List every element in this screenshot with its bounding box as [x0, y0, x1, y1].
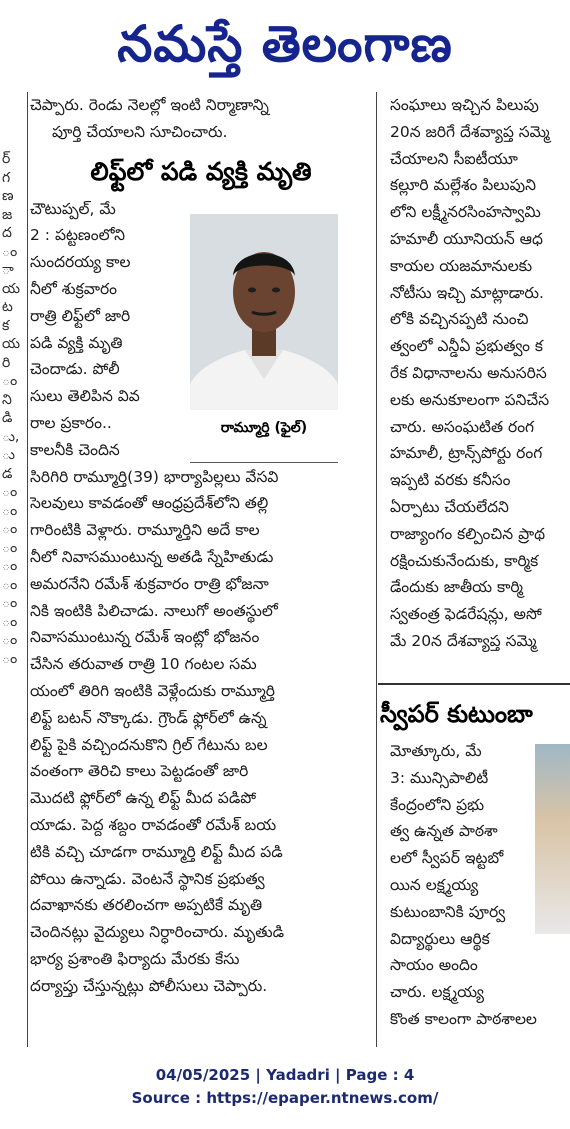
left-strip-glyph: ం: [2, 650, 18, 667]
right-column-line: ఏర్పాటు చేయలేదని: [390, 497, 509, 516]
left-strip-glyph: ట: [2, 299, 13, 315]
article-line: సుందరయ్య కాల: [30, 253, 131, 272]
article-line: నీలో నివాసముంటున్న అతడి స్నేహితుడు: [30, 547, 274, 566]
article-line: కాలనీకి చెందిన: [30, 440, 120, 459]
article-line: దర్యాప్తు చేస్తున్నట్లు పోలీసులు చెప్పారు.: [30, 976, 268, 995]
article-line: గారింటికి వెళ్లారు. రామ్మూర్తిని అదే కాల: [30, 521, 260, 540]
left-strip-glyph: య: [2, 336, 21, 352]
article-line: మొదటి ఫ్లోర్‌లో ఉన్న లిఫ్ట్ మీద పడిపో: [30, 789, 257, 808]
article-line: దవాఖానకు తరలించగా అప్పటికే మృతి: [30, 896, 263, 915]
article-headline: లిఫ్ట్‌లో పడి వ్యక్తి మృతి: [90, 156, 312, 186]
article-line: సిరిగిరి రామ్మూర్తి(39) భార్యాపిల్లలు వేసవి: [30, 467, 279, 486]
left-strip-glyph: క: [2, 317, 10, 334]
article-line: నివాసముంటున్న రమేశ్ ఇంట్లో భోజనం: [30, 628, 260, 647]
article-line: నికి ఇంటికి పిలిచాడు. నాలుగో అంతస్థులో: [30, 601, 278, 620]
right-article-line: కుటుంబానికి పూర్వ: [390, 902, 506, 921]
right-column-line: రక్షించుకునేందుకు, కార్మిక: [390, 551, 539, 570]
article-line: వంతంగా తెరిచి కాలు పెట్టడంతో జారి: [30, 762, 249, 781]
right-column-line: లోకి వచ్చినప్పటి నుంచి: [390, 310, 529, 329]
left-strip-glyph: డ: [2, 465, 13, 482]
article-line: చేసిన తరువాత రాత్రి 10 గంటల సమ: [30, 655, 257, 674]
right-article-line: 3: మున్సిపాలిటీ: [390, 768, 489, 787]
right-column: [380, 92, 570, 682]
right-column-line: హమాలీ, ట్రాన్స్‌పోర్టు రంగ: [390, 444, 543, 463]
right-column-line: 20న జరిగే దేశవ్యాప్త సమ్మె: [390, 122, 550, 141]
continuation-line: పూర్తి చేయాలని సూచించారు.: [52, 122, 228, 141]
right-article-line: విద్యార్థులు ఆర్థిక: [390, 929, 490, 948]
right-article-line: యిన లక్ష్మయ్య: [390, 875, 479, 894]
left-strip-glyph: ం: [2, 613, 18, 630]
article-line: సెలవులు కావడంతో ఆంధ్రప్రదేశ్‌లోని తల్లి: [30, 494, 269, 513]
right-column-line: త్వంలో ఎన్డీఏ ప్రభుత్వం క: [390, 337, 543, 356]
right-article-line: కేంద్రంలోని ప్రభు: [390, 795, 485, 814]
left-strip-glyph: ని: [2, 391, 12, 408]
article-line: చెందాడు. పోలీ: [30, 360, 120, 379]
right-article-line: చారు. లక్ష్మయ్య: [390, 983, 484, 1002]
article-line: రాల ప్రకారం..: [30, 413, 112, 432]
right-article-line: మోత్కూరు, మే: [390, 742, 482, 760]
left-strip-glyph: ా: [2, 262, 14, 278]
masthead: [0, 0, 570, 88]
article-line: రాత్రి లిఫ్ట్‌లో జారి: [30, 306, 131, 325]
right-article-text: [380, 738, 540, 1033]
right-column-line: మే 20న దేశవ్యాప్త సమ్మె: [390, 631, 537, 650]
left-strip-glyph: ం: [2, 521, 18, 537]
footer-date-page: 04/05/2025 | Yadadri | Page : 4: [155, 1066, 415, 1084]
right-column-line: లకు అనుకూలంగా పనిచేస: [390, 390, 550, 409]
right-column-line: నోటీసు ఇచ్చి మాట్లాడారు.: [390, 283, 544, 302]
left-strip-glyph: గ: [2, 169, 11, 186]
left-strip-glyph: ం: [2, 373, 18, 389]
left-strip-glyph: ం: [2, 576, 18, 593]
right-article-line: లలో స్వీపర్ ఇట్టబో: [390, 849, 504, 868]
right-column-line: రేక విధానాలను అనుసరిస: [390, 363, 547, 382]
photo-block: [190, 214, 338, 466]
right-column-line: డేందుకు జాతీయ కార్మి: [390, 578, 524, 597]
left-strip-glyph: ం: [2, 502, 18, 519]
right-article: [380, 690, 570, 1050]
left-strip-glyph: య: [2, 280, 21, 297]
right-column-line: ఇప్పటి వరకు కనీసం: [390, 471, 511, 490]
left-strip-glyph: ద: [2, 225, 12, 241]
left-strip-glyph: డి: [2, 410, 13, 426]
photo-caption: రామ్మూర్తి (ఫైల్): [220, 420, 308, 436]
person-photo: [190, 214, 338, 410]
article-line: యంలో తిరిగి ఇంటికి వెళ్లేందుకు రామ్మూర్తి: [30, 681, 275, 700]
article-line: సులు తెలిపిన వివ: [30, 387, 140, 406]
left-strip-glyph: రి: [2, 354, 11, 371]
right-article-photo: [535, 744, 570, 934]
left-cropped-column: [0, 150, 22, 1050]
left-strip-glyph: ణ: [2, 188, 14, 204]
right-column-line: చారు. అసంఘటిత రంగ: [390, 417, 535, 436]
right-column-line: చేయాలని సీఐటీయూ: [390, 149, 518, 168]
left-strip-glyph: ు: [2, 447, 15, 463]
right-column-line: కల్లూరి మల్లేశం పిలుపుని: [390, 176, 536, 195]
left-column-divider: [27, 92, 28, 1047]
article-intro-block: [30, 196, 180, 464]
left-strip-glyph: ం: [2, 243, 18, 260]
left-strip-glyph: ర్: [2, 151, 11, 167]
right-column-line: కాయల యజమానులకు: [390, 256, 533, 275]
article-line: భార్య ప్రశాంతి ఫిర్యాదు మేరకు కేసు: [30, 949, 240, 968]
right-article-line: త్వ ఉన్నత పాఠశా: [390, 822, 498, 841]
article-line: టికి వచ్చి చూడగా రామ్మూర్తి లిఫ్ట్ మీద పడి: [30, 842, 283, 861]
footer: [0, 1064, 570, 1110]
article-line: యాడు. పెద్ద శబ్దం రావడంతో రమేశ్ బయ: [30, 815, 277, 834]
masthead-title: నమస్తే తెలంగాణ: [117, 15, 453, 73]
article-line: లిఫ్ట్ పైకి వచ్చిందనుకొని గ్రిల్ గేటును బల: [30, 735, 268, 754]
left-strip-glyph: ం: [2, 558, 18, 574]
right-column-line: రాజ్యాంగం కల్పించిన ప్రాథ: [390, 524, 546, 543]
person-portrait-image: [190, 214, 338, 410]
left-strip-glyph: జ: [2, 206, 13, 223]
right-section-divider: [378, 683, 570, 685]
article-line: అమరనేని రమేశ్ శుక్రవారం రాత్రి భోజనా: [30, 574, 269, 593]
left-strip-glyph: ం: [2, 484, 18, 500]
left-strip-glyph: ం: [2, 632, 18, 648]
right-column-line: హమాలీ యూనియన్ ఆధ: [390, 229, 543, 248]
right-article-line: సాయం అందిం: [390, 956, 478, 975]
article-line: 2 : పట్టణంలోని: [30, 226, 126, 245]
right-column-text: [380, 92, 570, 655]
main-column-divider: [376, 92, 377, 1047]
footer-source: Source : https://epaper.ntnews.com/: [131, 1089, 439, 1107]
right-column-line: లోని లక్ష్మీనరసింహస్వామి: [390, 203, 541, 222]
right-article-line: కొంత కాలంగా పాఠశాలల: [390, 1009, 537, 1028]
left-strip-glyph: ం: [2, 595, 18, 611]
continuation-line: చెప్పారు. రెండు నెలల్లో ఇంటి నిర్మాణాన్ని: [30, 96, 269, 114]
article-line: పడి వ్యక్తి మృతి: [30, 333, 123, 352]
left-strip-glyph: ు,: [2, 428, 20, 445]
main-column: [30, 92, 372, 1052]
right-column-line: స్వతంత్ర ఫెడరేషన్లు, అసో: [390, 605, 542, 624]
article-line: లిఫ్ట్ బటన్ నొక్కాడు. గ్రౌండ్ ఫ్లోర్‌లో ఉన్న: [30, 708, 267, 727]
right-column-line: సంఘాలు ఇచ్చిన పిలుపు: [390, 96, 539, 114]
right-article-headline: స్వీపర్ కుటుంబా: [380, 700, 533, 728]
caption-rule: [190, 462, 338, 463]
article-line: పోయి ఉన్నాడు. వెంటనే స్థానిక ప్రభుత్వ: [30, 869, 265, 888]
article-line: చౌటుప్పల్, మే: [30, 199, 116, 218]
left-strip-glyph: ం: [2, 539, 18, 556]
article-line: చెందినట్లు వైద్యులు నిర్ధారించారు. మృతుడి: [30, 923, 285, 942]
article-line: నీలో శుక్రవారం: [30, 279, 118, 298]
article-body-block: [30, 464, 372, 1000]
